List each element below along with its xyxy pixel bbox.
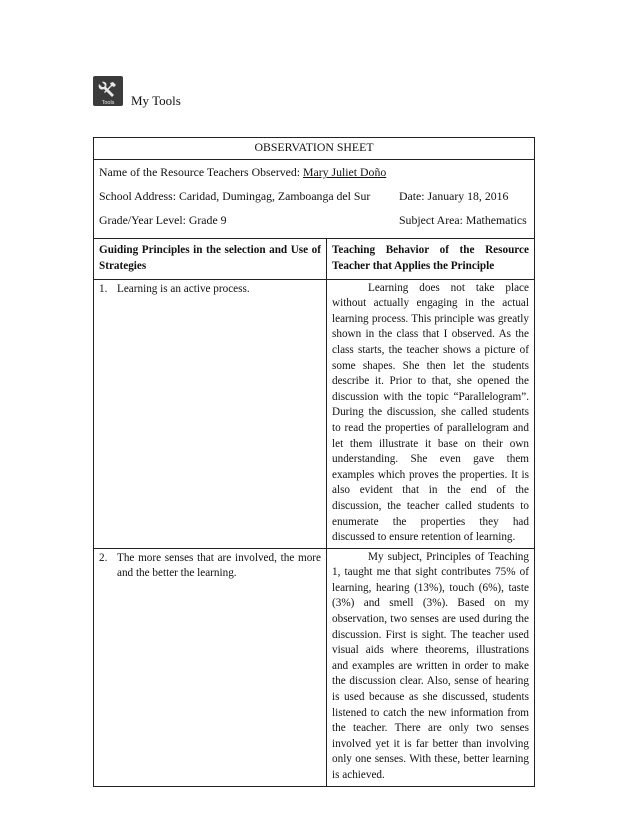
- behavior-cell: [327, 279, 535, 548]
- behavior-text: My subject, Principles of Teaching 1, taught me that sight contributes 75% of learning, hearing (13%), touch (6%), taste (3%) and smell (3%). Based on my observation, two senses are used during the discussion. First is sight. The teacher used visual aids where theorems, illustrations and examples are written in order to make the discussion clear. Also, sense of hearing is used because as she discussed, students listened to catch the new information from the teacher. There are only two senses involved yet it is far better than involving only one senses. With these, better learning is achieved.: [332, 550, 529, 781]
- principle-text: Learning is an active process.: [117, 282, 250, 295]
- principle-text: The more senses that are involved, the more and the better the learning.: [117, 551, 321, 580]
- teacher-name: Mary Juliet Doño: [303, 164, 387, 179]
- row-number: 1.: [99, 282, 108, 295]
- observation-date: Date: January 18, 2016: [399, 188, 509, 203]
- principle-cell: [94, 548, 327, 786]
- principle-cell: [94, 279, 327, 548]
- sheet-title: OBSERVATION SHEET: [94, 138, 535, 160]
- teacher-label: Name of the Resource Teachers Observed:: [99, 164, 301, 179]
- grade-level: Grade/Year Level: Grade 9: [99, 212, 227, 227]
- table-row: [94, 279, 535, 548]
- tools-icon[interactable]: [93, 76, 123, 106]
- column-header-principles: Guiding Principles in the selection and Use of Strategies: [94, 238, 327, 279]
- tools-icon-caption: Tools: [101, 100, 115, 106]
- my-tools-label: My Tools: [131, 93, 181, 108]
- behavior-text: Learning does not take place without actually engaging in the actual learning process. This principle was greatly shown in the class that I observed. As the class starts, the teacher shows a picture of some shapes. She then let the students describe it. Prior to that, she opened the discussion with the topic “Parallelogram”. During the discussion, she called students to read the properties of parallelogram and let them illustrate it base on their own understanding. She even gave them examples which proves the properties. It is also evident that in the end of the discussion, the teacher called students to enumerate the properties they had discussed to ensure retention of learning.: [332, 281, 529, 544]
- column-header-behavior: Teaching Behavior of the Resource Teacher that Applies the Principle: [327, 238, 535, 279]
- subject-area: Subject Area: Mathematics: [399, 212, 527, 227]
- info-row: [94, 159, 535, 238]
- address-line: [99, 184, 529, 208]
- teacher-line: [99, 160, 529, 184]
- row-number: 2.: [99, 551, 108, 564]
- info-cell: [94, 159, 535, 238]
- title-row: [94, 138, 535, 160]
- school-address: School Address: Caridad, Dumingag, Zamboanga del Sur: [99, 188, 371, 203]
- table-row: [94, 548, 535, 786]
- grade-line: [99, 208, 529, 232]
- column-header-row: [94, 238, 535, 279]
- observation-sheet-table: [93, 137, 535, 787]
- behavior-cell: [327, 548, 535, 786]
